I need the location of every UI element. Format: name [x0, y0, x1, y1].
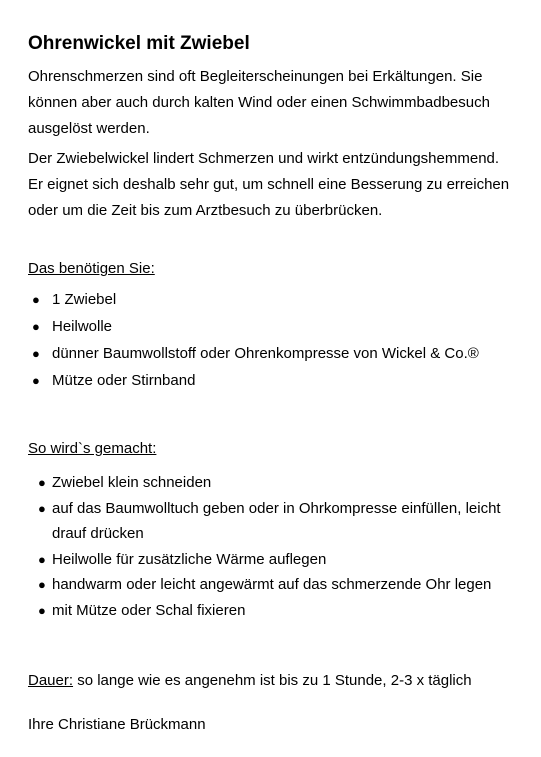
duration-label: Dauer: [28, 672, 74, 689]
bullet-icon: ● [38, 577, 46, 592]
bullet-icon: ● [38, 551, 46, 567]
list-item: ● mit Mütze oder Schal fixieren [36, 598, 516, 624]
list-item: ● Heilwolle [28, 315, 508, 339]
signature: Ihre Christiane Brückmann [28, 716, 206, 733]
list-item: ● 1 Zwiebel [28, 288, 508, 312]
bullet-icon: ● [38, 602, 46, 618]
bullet-icon: ● [38, 500, 46, 516]
list-item: ● auf das Baumwolltuch geben oder in Ohrkompresse einfüllen, leicht drauf drücken [36, 496, 516, 547]
intro-paragraph-1: Ohrenschmerzen sind oft Begleiterscheinungen bei Erkältungen. Sie können aber auch durch kalten Wind oder einen Schwimmbadbesuch ausgelöst werden. [28, 68, 490, 137]
page-title: Ohrenwickel mit Zwiebel [28, 33, 250, 54]
bullet-icon: ● [32, 373, 40, 388]
bullet-icon: ● [32, 319, 40, 334]
list-item: ● handwarm oder leicht angewärmt auf das schmerzende Ohr legen [36, 572, 516, 598]
list-item: ● Zwiebel klein schneiden [36, 470, 516, 496]
bullet-icon: ● [32, 346, 40, 361]
duration-line [28, 668, 518, 694]
needs-list [28, 288, 508, 396]
intro-paragraph-2: Der Zwiebelwickel lindert Schmerzen und wirkt entzündungshemmend. Er eignet sich deshalb sehr gut, um schnell eine Besserung zu erreichen oder um die Zeit bis zum Arztbesuch zu überbrücken. [28, 150, 510, 219]
duration-text: so lange wie es angenehm ist bis zu 1 Stunde, 2-3 x täglich [73, 672, 472, 689]
needs-heading: Das benötigen Sie: [28, 260, 155, 277]
list-item: ● dünner Baumwollstoff oder Ohrenkompresse von Wickel & Co.® [28, 342, 508, 366]
bullet-icon: ● [38, 475, 46, 490]
list-item: ● Heilwolle für zusätzliche Wärme auflegen [36, 547, 516, 573]
list-item: ● Mütze oder Stirnband [28, 369, 508, 393]
bullet-icon: ● [32, 292, 40, 307]
steps-list [36, 470, 516, 623]
steps-heading: So wird`s gemacht: [28, 440, 157, 457]
